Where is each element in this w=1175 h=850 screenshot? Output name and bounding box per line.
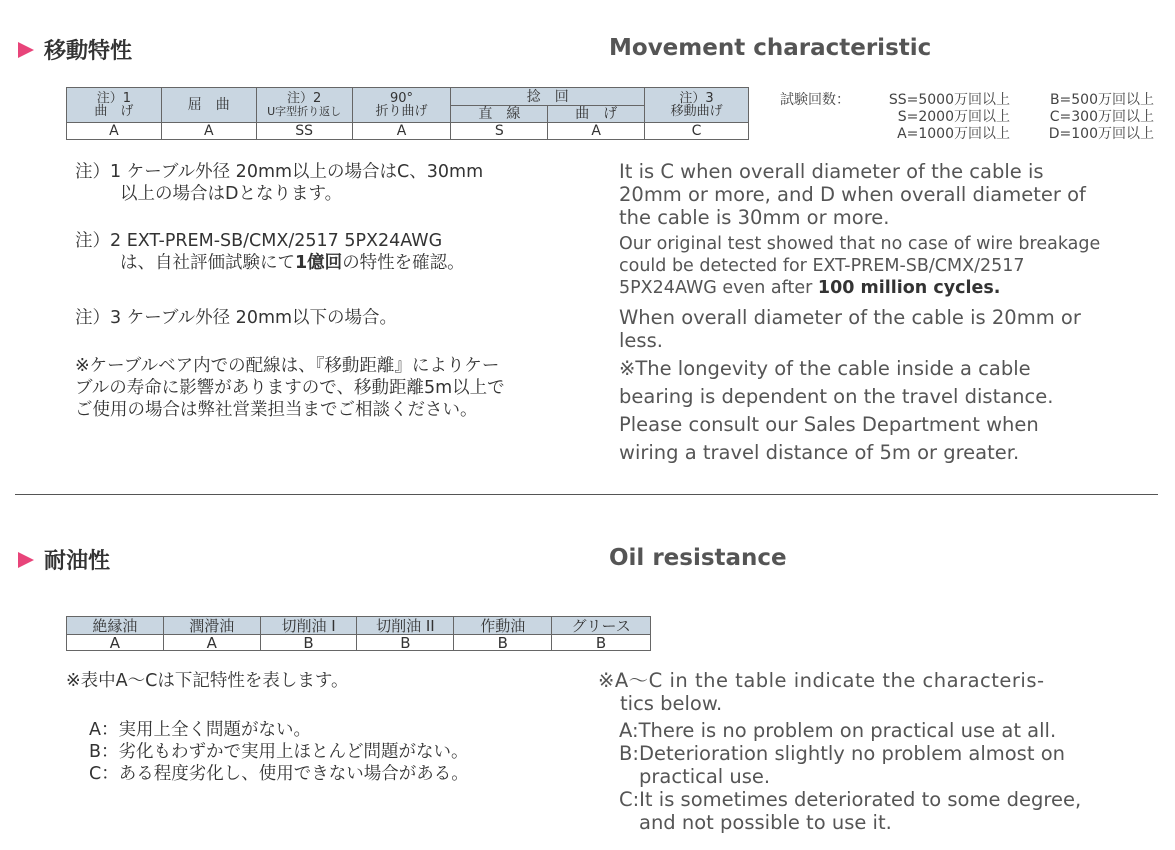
oil-legend-intro-jp: ※表中A〜Cは下記特性を表します。	[66, 671, 349, 691]
col-flex: 屈 曲	[161, 88, 256, 123]
table-cell: B	[552, 635, 651, 651]
col-bend: 注）1 曲 げ	[67, 88, 162, 123]
table-cell: A	[67, 123, 162, 140]
oil-heading-jp	[18, 544, 110, 575]
note-1-en: It is C when overall diameter of the cable is 20mm or more, and D when overall diameter of the cable is 30mm or more.	[619, 160, 1086, 229]
warning-en: ※The longevity of the cable inside a cable bearing is dependent on the travel distance. Please consult our Sales Department when wiring a travel distance of 5m or greater.	[619, 357, 1054, 464]
oil-col-cutting-1: 切削油 I	[260, 617, 357, 635]
cycles-col-1: SS=5000万回以上 S=2000万回以上 A=1000万回以上	[888, 92, 1010, 142]
warning-jp: ※ケーブルベア内での配線は、『移動距離』によりケー ブルの寿命に影響がありますので、移動距離5m以上で ご使用の場合は弊社営業担当までご相談ください。	[75, 356, 505, 420]
oil-title-jp: 耐油性	[44, 549, 111, 574]
movement-heading-jp	[18, 34, 132, 65]
table-cell: S	[451, 123, 548, 140]
cycles-label: 試験回数：	[780, 92, 850, 108]
oil-col-grease: グリース	[552, 617, 651, 635]
oil-legend-intro-en: ※A〜C in the table indicate the characteris- tics below.	[598, 669, 1045, 715]
note-3-en: When overall diameter of the cable is 20mm or less.	[619, 306, 1081, 352]
oil-legend-jp: A：実用上全く問題がない。 B：劣化もわずかで実用上ほとんど問題がない。 C：ある程度劣化し、使用できない場合がある。	[89, 720, 469, 784]
note-2-en: Our original test showed that no case of wire breakage could be detected for EXT-PREM-SB/CMX/2517 5PX24AWG even after 100 million cycles.	[619, 234, 1101, 298]
note-2-jp: 注）2 EXT-PREM-SB/CMX/2517 5PX24AWG は、自社評価試験にて1億回の特性を確認。	[75, 231, 465, 273]
table-cell: B	[260, 635, 357, 651]
col-90-fold: 90° 折り曲げ	[352, 88, 451, 123]
col-u-fold: 注）2 U字型折り返し	[256, 88, 352, 123]
table-cell: A	[352, 123, 451, 140]
note-3-jp: 注）3 ケーブル外径 20mm以下の場合。	[75, 308, 398, 328]
oil-col-insulating: 絶縁油	[67, 617, 164, 635]
movement-title-jp: 移動特性	[44, 39, 133, 64]
table-cell: A	[161, 123, 256, 140]
col-twist-bend: 曲 げ	[548, 106, 645, 123]
table-cell: A	[548, 123, 645, 140]
table-cell: A	[67, 635, 164, 651]
arrow-icon	[18, 42, 34, 58]
oil-col-lubricating: 潤滑油	[163, 617, 260, 635]
table-cell: SS	[256, 123, 352, 140]
arrow-icon	[18, 552, 34, 568]
oil-table	[66, 616, 651, 651]
table-cell: B	[454, 635, 552, 651]
movement-table	[66, 87, 749, 140]
table-cell: B	[357, 635, 454, 651]
movement-title-en: Movement characteristic	[609, 35, 932, 61]
cycles-col-2: B=500万回以上 C=300万回以上 D=100万回以上	[1048, 92, 1154, 142]
table-cell: A	[163, 635, 260, 651]
section-divider	[15, 494, 1158, 495]
table-cell: C	[645, 123, 749, 140]
col-twist: 捻 回	[451, 88, 645, 106]
oil-title-en: Oil resistance	[609, 545, 787, 571]
col-twist-straight: 直 線	[451, 106, 548, 123]
oil-col-hydraulic: 作動油	[454, 617, 552, 635]
oil-legend-en: A:There is no problem on practical use at all. B:Deterioration slightly no problem almost on practical use. C:It is sometimes deteriorated to some degree, and not possible to use it.	[619, 719, 1082, 834]
oil-col-cutting-2: 切削油 II	[357, 617, 454, 635]
col-move-bend: 注）3 移動曲げ	[645, 88, 749, 123]
note-1-jp: 注）1 ケーブル外径 20mm以上の場合はC、30mm 以上の場合はDとなります。	[75, 162, 484, 204]
